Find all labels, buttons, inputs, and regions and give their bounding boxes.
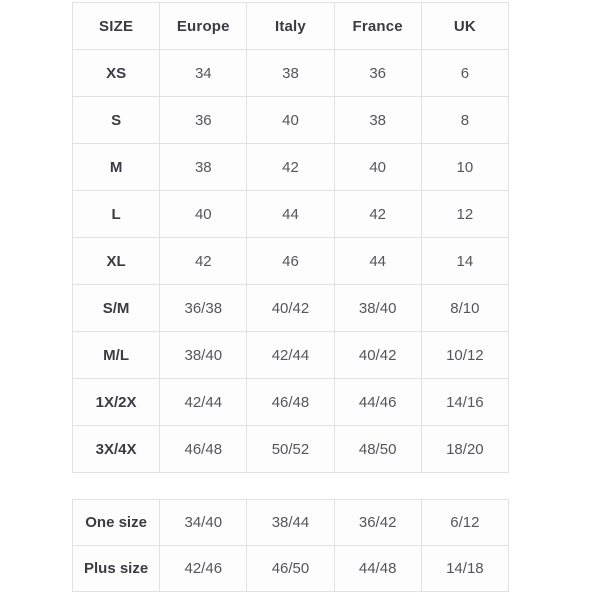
size-value-cell: 34 (160, 50, 247, 97)
size-value-cell: 42 (160, 238, 247, 285)
size-value-cell: 40 (160, 191, 247, 238)
size-value-cell: 38/40 (334, 285, 421, 332)
row-label: S (73, 97, 160, 144)
size-value-cell: 50/52 (247, 426, 334, 473)
size-value-cell: 6/12 (421, 500, 508, 546)
size-value-cell: 38/40 (160, 332, 247, 379)
table-row (73, 191, 509, 238)
size-value-cell: 8/10 (421, 285, 508, 332)
column-header: Europe (160, 3, 247, 50)
size-value-cell: 18/20 (421, 426, 508, 473)
table-header-row (73, 3, 509, 50)
size-value-cell: 38 (334, 97, 421, 144)
row-label: M (73, 144, 160, 191)
size-value-cell: 42 (247, 144, 334, 191)
table-row (73, 50, 509, 97)
size-value-cell: 42/46 (160, 546, 247, 592)
table-row (73, 144, 509, 191)
size-value-cell: 38 (247, 50, 334, 97)
size-value-cell: 40 (247, 97, 334, 144)
size-value-cell: 44/46 (334, 379, 421, 426)
row-label: One size (73, 500, 160, 546)
size-value-cell: 12 (421, 191, 508, 238)
size-value-cell: 38/44 (247, 500, 334, 546)
column-header: France (334, 3, 421, 50)
size-value-cell: 42/44 (247, 332, 334, 379)
table-row (73, 426, 509, 473)
size-value-cell: 40/42 (334, 332, 421, 379)
row-label: S/M (73, 285, 160, 332)
column-header: SIZE (73, 3, 160, 50)
column-header: Italy (247, 3, 334, 50)
size-value-cell: 46/48 (247, 379, 334, 426)
table-row (73, 332, 509, 379)
special-sizes-table (72, 499, 509, 592)
size-value-cell: 46/48 (160, 426, 247, 473)
size-value-cell: 14 (421, 238, 508, 285)
size-value-cell: 40/42 (247, 285, 334, 332)
size-value-cell: 8 (421, 97, 508, 144)
table-row (73, 546, 509, 592)
size-conversion-table (72, 2, 509, 473)
column-header: UK (421, 3, 508, 50)
table-row (73, 285, 509, 332)
size-value-cell: 36 (160, 97, 247, 144)
row-label: Plus size (73, 546, 160, 592)
size-value-cell: 14/16 (421, 379, 508, 426)
row-label: L (73, 191, 160, 238)
size-value-cell: 10/12 (421, 332, 508, 379)
size-value-cell: 38 (160, 144, 247, 191)
row-label: 1X/2X (73, 379, 160, 426)
row-label: M/L (73, 332, 160, 379)
size-value-cell: 44 (247, 191, 334, 238)
size-value-cell: 6 (421, 50, 508, 97)
table-row (73, 379, 509, 426)
table-row (73, 500, 509, 546)
size-value-cell: 44 (334, 238, 421, 285)
size-value-cell: 10 (421, 144, 508, 191)
size-value-cell: 44/48 (334, 546, 421, 592)
size-value-cell: 42/44 (160, 379, 247, 426)
size-value-cell: 42 (334, 191, 421, 238)
row-label: XL (73, 238, 160, 285)
size-value-cell: 36 (334, 50, 421, 97)
table-row (73, 97, 509, 144)
size-value-cell: 36/38 (160, 285, 247, 332)
size-value-cell: 36/42 (334, 500, 421, 546)
row-label: XS (73, 50, 160, 97)
size-value-cell: 34/40 (160, 500, 247, 546)
size-value-cell: 14/18 (421, 546, 508, 592)
size-value-cell: 40 (334, 144, 421, 191)
table-row (73, 238, 509, 285)
row-label: 3X/4X (73, 426, 160, 473)
size-value-cell: 48/50 (334, 426, 421, 473)
size-value-cell: 46/50 (247, 546, 334, 592)
size-value-cell: 46 (247, 238, 334, 285)
